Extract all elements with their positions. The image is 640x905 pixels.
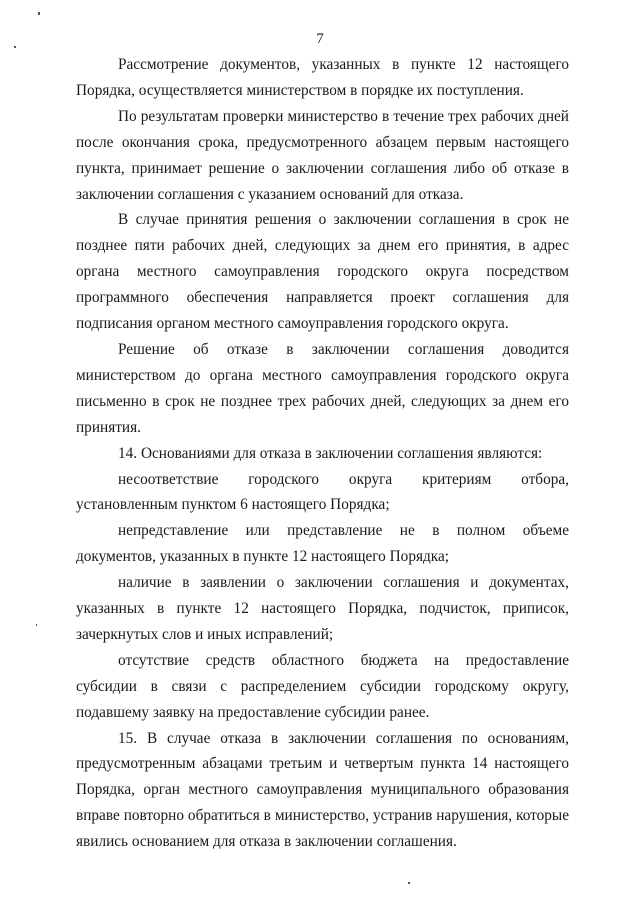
paragraph-refusal-notice: Решение об отказе в заключении соглашения доводится министерством до органа местного самоуправления городского округа письменно в срок не позднее трех рабочих дней, следующих за днем его принятия. bbox=[76, 340, 569, 436]
paragraph-ground-corrections: наличие в заявлении о заключении соглашения и документах, указанных в пункте 12 настоящего Порядка, подчисток, приписок, зачеркнутых слов и иных исправлений; bbox=[76, 574, 569, 643]
page-number: 7 bbox=[316, 31, 324, 47]
paragraph-review-results: По результатам проверки министерство в течение трех рабочих дней после окончания срока, предусмотренного абзацем первым настоящего пункта, принимает решение о заключении соглашения либо об отказе в заключении соглашения с указанием оснований для отказа. bbox=[76, 107, 569, 203]
paragraph-clause-14-heading: 14. Основаниями для отказа в заключении соглашения являются: bbox=[118, 444, 543, 462]
scan-speck bbox=[408, 882, 410, 884]
scan-speck bbox=[38, 12, 40, 15]
scan-speck bbox=[36, 624, 37, 626]
document-body bbox=[76, 52, 569, 855]
paragraph-agreement-decision: В случае принятия решения о заключении соглашения в срок не позднее пяти рабочих дней, следующих за днем его принятия, в адрес органа местного самоуправления городского округа посредством программного обеспечения направляется проект соглашения для подписания органом местного самоуправления городского округа. bbox=[76, 211, 569, 333]
paragraph-ground-incomplete-documents: непредставление или представление не в полном объеме документов, указанных в пункте 12 настоящего Порядка; bbox=[76, 522, 569, 566]
paragraph-consideration-order: Рассмотрение документов, указанных в пункте 12 настоящего Порядка, осуществляется министерством в порядке их поступления. bbox=[76, 56, 569, 99]
paragraph-clause-15: 15. В случае отказа в заключении соглашения по основаниям, предусмотренным абзацами третьим и четвертым пункта 14 настоящего Порядка, орган местного самоуправления муниципального образования вправе повторно обратиться в министерство, устранив нарушения, которые явились основанием для отказа в заключении соглашения. bbox=[76, 729, 569, 851]
paragraph-ground-no-funds: отсутствие средств областного бюджета на предоставление субсидии в связи с распределением субсидии городскому округу, подавшему заявку на предоставление субсидии ранее. bbox=[76, 651, 569, 721]
paragraph-ground-criteria: несоответствие городского округа критериям отбора, установленным пунктом 6 настоящего Порядка; bbox=[76, 470, 569, 514]
